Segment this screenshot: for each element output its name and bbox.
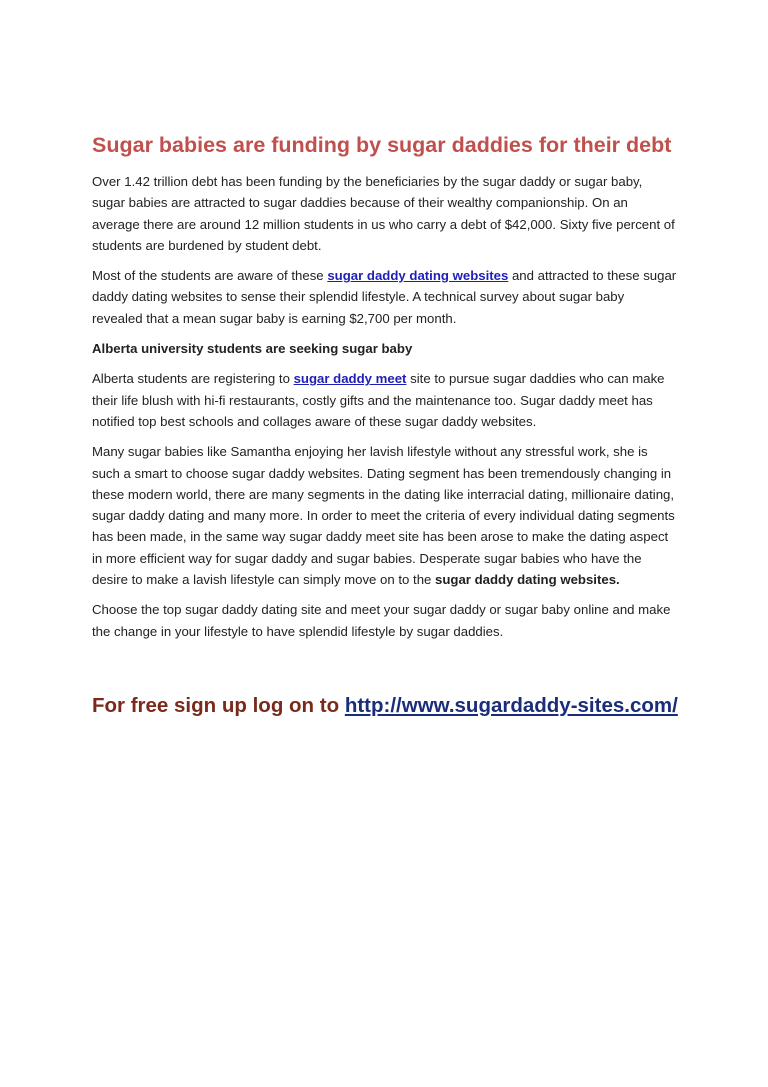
paragraph-samantha-bold: sugar daddy dating websites.	[435, 572, 620, 588]
page-title: Sugar babies are funding by sugar daddies for their debt	[92, 133, 672, 157]
paragraph-alberta-text-after: site to pursue sugar daddies who can make their life blush with hi-fi restaurants, costly gifts and the maintenance too. Sugar daddy meet has notified top best schools and collages aware of these sugar daddy websites.	[92, 371, 665, 429]
paragraph-awareness-text-after: and attracted to these sugar daddy dating websites to sense their splendid lifestyle. A technical survey about sugar baby revealed that a mean sugar baby is earning $2,700 per month.	[92, 268, 677, 326]
paragraph-closing: Choose the top sugar daddy dating site and meet your sugar daddy or sugar baby online and make the change in your lifestyle to have splendid lifestyle by sugar daddies.	[92, 602, 671, 639]
sugar-daddy-dating-websites-link[interactable]: sugar daddy dating websites	[327, 268, 509, 284]
signup-site-link[interactable]: http://www.sugardaddy-sites.com/	[344, 693, 678, 717]
section-subheading: Alberta university students are seeking sugar baby	[92, 341, 413, 357]
paragraph-alberta	[92, 368, 678, 432]
signup-cta-text: For free sign up log on to	[92, 693, 345, 717]
document-page	[92, 129, 678, 721]
paragraph-samantha	[92, 441, 678, 590]
paragraph-awareness-text-before: Most of the students are aware of these	[92, 268, 328, 284]
signup-cta	[92, 690, 678, 721]
paragraph-alberta-text-before: Alberta students are registering to	[92, 371, 294, 387]
sugar-daddy-meet-link[interactable]: sugar daddy meet	[293, 371, 407, 387]
paragraph-awareness	[92, 265, 678, 329]
paragraph-debt-intro: Over 1.42 trillion debt has been funding by the beneficiaries by the sugar daddy or sugar baby, sugar babies are attracted to sugar daddies because of their wealthy companionship. On an average there are around 12 million students in us who carry a debt of $42,000. Sixty five percent of students are burdened by student debt.	[92, 174, 675, 253]
paragraph-samantha-text: Many sugar babies like Samantha enjoying her lavish lifestyle without any stressful work, she is such a smart to choose sugar daddy websites. Dating segment has been tremendously changing in these modern world, there are many segments in the dating like interracial dating, millionaire dating, sugar daddy dating and many more. In order to meet the criteria of every individual dating segments has been made, in the same way sugar daddy meet site has been arose to make the dating aspect in more efficient way for sugar daddy and sugar babies. Desperate sugar babies who have the desire to make a lavish lifestyle can simply move on to the	[92, 444, 675, 588]
